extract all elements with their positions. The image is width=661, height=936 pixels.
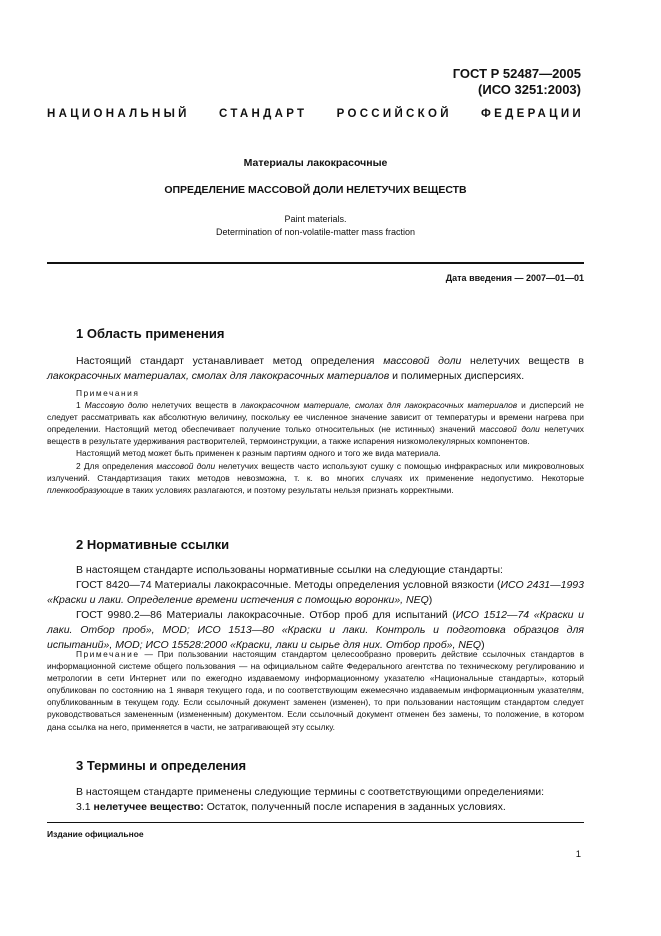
english-title-line: Paint materials. xyxy=(284,214,347,224)
national-title-word: СТАНДАРТ xyxy=(219,108,308,120)
note-1: 1 Массовую долю нелетучих веществ в лакокрасочном материале, смолах для лакокрасочных материалов и дисперсий не следует рассматривать как абсолютную величину, поскольку ее численное значение зависит от температуры и времени нагрева при определении. Настоящий метод обеспечивает получение только относительных (не истинных) значений массовой доли нелетучих веществ в результате удерживания растворителей, термоинструкции, а также испарения низкомолекулярных компонентов. xyxy=(47,400,584,447)
section-1-heading: 1 Область применения xyxy=(76,326,225,341)
english-title-line: Determination of non-volatile-matter mass fraction xyxy=(215,227,416,237)
section-1-notes xyxy=(47,387,584,496)
standard-designation xyxy=(453,66,581,98)
english-title xyxy=(47,213,584,239)
national-title-word: НАЦИОНАЛЬНЫЙ xyxy=(47,108,190,120)
term: нелетучее вещество: xyxy=(93,801,204,813)
edition-label: Издание официальное xyxy=(47,829,144,839)
terms-intro: В настоящем стандарте применены следующие термины с соответствующими определениями: xyxy=(76,786,545,798)
reference-gost-8420: ГОСТ 8420—74 Материалы лакокрасочные. Методы определения условной вязкости (ИСО 2431—1993 «Краски и лаки. Определение времени истечения с помощью воронки», NEQ) xyxy=(47,579,584,606)
national-title-word: ФЕДЕРАЦИИ xyxy=(481,108,584,120)
iso-number: (ИСО 3251:2003) xyxy=(478,82,581,97)
note-text: — При пользовании настоящим стандартом целесообразно проверить действие ссылочных стандартов в информационной системе общего пользования — на официальном сайте Федерального агентства по техническому регулированию и метрологии в сети Интернет или по ежегодно издаваемому информационному указателю «Национальные стандарты», который опубликован по состоянию на 1 января текущего года, и по соответствующим ежемесячно издаваемым информационным указателям, опубликованным в текущем году. Если ссылочный документ заменен (изменен), то при пользовании настоящим стандартом следует руководствоваться замененным (измененным) документом. Если ссылочный документ отменен без замены, то положение, в котором дана ссылка на него, применяется в части, не затрагивающей эту ссылку. xyxy=(47,649,584,732)
title-divider xyxy=(47,262,584,264)
references-intro: В настоящем стандарте использованы нормативные ссылки на следующие стандарты: xyxy=(76,564,503,576)
section-1-paragraph: Настоящий стандарт устанавливает метод определения массовой доли нелетучих веществ в лакокрасочных материалах, смолах для лакокрасочных материалов и полимерных дисперсиях. xyxy=(47,355,584,382)
section-3-body xyxy=(47,785,584,815)
footer-divider xyxy=(47,822,584,823)
page-number: 1 xyxy=(575,849,581,860)
section-3-heading: 3 Термины и определения xyxy=(76,758,247,773)
standard-number: ГОСТ Р 52487—2005 xyxy=(452,66,581,81)
section-2-references xyxy=(47,563,584,653)
section-2-note xyxy=(47,648,584,733)
section-2-heading: 2 Нормативные ссылки xyxy=(76,537,230,552)
term-definition: 3.1 нелетучее вещество: Остаток, полученный после испарения в заданных условиях. xyxy=(76,801,506,813)
introduction-date: Дата введения — 2007—01—01 xyxy=(445,273,584,283)
national-title-word: РОССИЙСКОЙ xyxy=(336,108,452,120)
subject-title: Материалы лакокрасочные xyxy=(243,157,388,169)
note-label: Примечание xyxy=(76,649,140,659)
reference-gost-9980: ГОСТ 9980.2—86 Материалы лакокрасочные. Отбор проб для испытаний (ИСО 1512—74 «Краски и лаки. Отбор проб», MOD; ИСО 1513—80 «Краски и лаки. Контроль и подготовка образцов для испытаний», MOD; ИСО 15528:2000 «Краски, лаки и сырье для них. Отбор проб», NEQ) xyxy=(47,609,584,651)
note-2: 2 Для определения массовой доли нелетучих веществ часто используют сушку с помощью инфракрасных или микроволновых излучений. Стандартизация таких методов невозможна, т. к. во многих случаях их применение недопустимо. Некоторые пленкообразующие в таких условиях разлагаются, и поэтому результаты нельзя признать корректными. xyxy=(47,460,584,495)
note-1-continuation: Настоящий метод может быть применен к разным партиям одного и того же вида материала. xyxy=(76,448,441,459)
notes-label: Примечания xyxy=(76,388,140,398)
national-standard-title xyxy=(47,108,584,120)
document-title: ОПРЕДЕЛЕНИЕ МАССОВОЙ ДОЛИ НЕЛЕТУЧИХ ВЕЩЕСТВ xyxy=(164,184,467,196)
